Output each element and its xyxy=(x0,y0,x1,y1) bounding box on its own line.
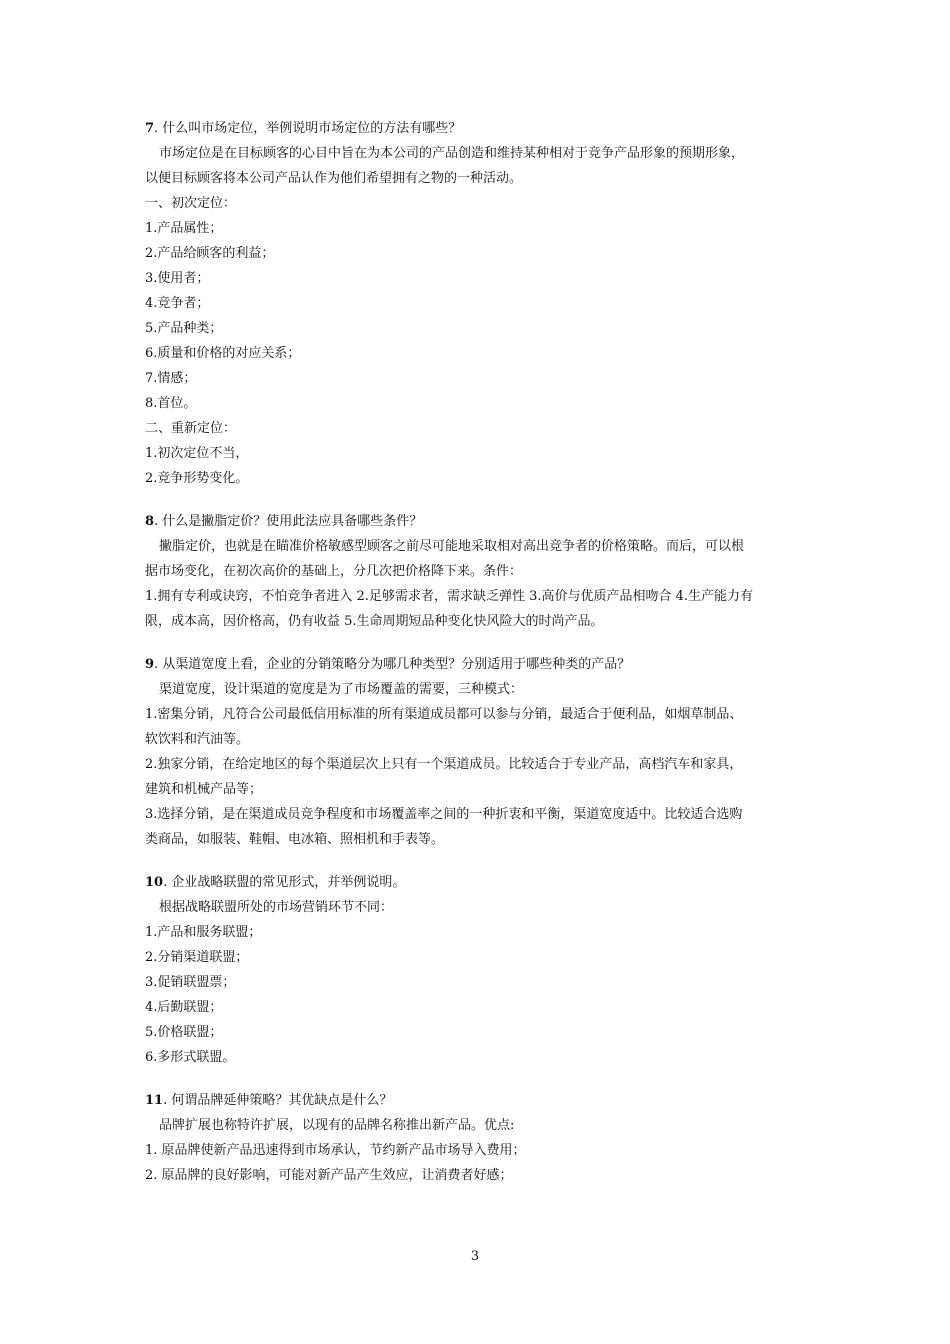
answer-paragraph: 限，成本高，因价格高，仍有收益 5.生命周期短品种变化快风险大的时尚产品。 xyxy=(145,614,604,629)
list-item: 7.情感； xyxy=(145,371,197,386)
answer-paragraph: 据市场变化，在初次高价的基础上，分几次把价格降下来。条件： xyxy=(145,564,523,579)
question-number: 9 xyxy=(145,657,155,672)
list-item: 1.初次定位不当， xyxy=(145,446,249,461)
list-item: 3.使用者； xyxy=(145,271,210,286)
spacer xyxy=(145,1070,813,1088)
answer-paragraph: 建筑和机械产品等； xyxy=(145,782,263,797)
spacer xyxy=(145,491,813,509)
spacer xyxy=(145,852,813,870)
list-item: 4.竞争者； xyxy=(145,296,210,311)
question-number: 7 xyxy=(145,121,155,136)
question-text: . 从渠道宽度上看，企业的分销策略分为哪几种类型？分别适用于哪些种类的产品？ xyxy=(154,657,631,672)
answer-paragraph: 2.独家分销，在给定地区的每个渠道层次上只有一个渠道成员。比较适合于专业产品，高档汽车和家具， xyxy=(145,757,743,772)
answer-paragraph: 撇脂定价，也就是在瞄准价格敏感型顾客之前尽可能地采取相对高出竞争者的价格策略。而后，可以根 xyxy=(159,539,745,554)
answer-paragraph: 软饮料和汽油等。 xyxy=(145,732,250,747)
list-item: 6.质量和价格的对应关系； xyxy=(145,346,301,361)
list-item: 4.后勤联盟； xyxy=(145,1000,223,1015)
question-number: 8 xyxy=(145,514,155,529)
list-item: 2.产品给顾客的利益； xyxy=(145,246,275,261)
answer-paragraph: 3.选择分销，是在渠道成员竞争程度和市场覆盖率之间的一种折衷和平衡，渠道宽度适中。比较适合选购 xyxy=(145,807,743,822)
question-7-title xyxy=(145,116,813,141)
question-9-title xyxy=(145,652,813,677)
list-item: 1. 原品牌使新产品迅速得到市场承认，节约新产品市场导入费用； xyxy=(145,1143,526,1158)
list-item: 5.价格联盟； xyxy=(145,1025,223,1040)
answer-paragraph: 以便目标顾客将本公司产品认作为他们希望拥有之物的一种活动。 xyxy=(145,171,523,186)
question-text: . 什么叫市场定位，举例说明市场定位的方法有哪些？ xyxy=(154,121,462,136)
list-item: 5.产品种类； xyxy=(145,321,223,336)
list-item: 1.产品属性； xyxy=(145,221,223,236)
question-10-title xyxy=(145,870,813,895)
list-item: 2. 原品牌的良好影响，可能对新产品产生效应，让消费者好感； xyxy=(145,1168,513,1183)
list-item: 6.多形式联盟。 xyxy=(145,1050,236,1065)
question-text: . 何谓品牌延伸策略？其优缺点是什么？ xyxy=(163,1093,393,1108)
document-body xyxy=(145,116,813,1188)
answer-paragraph: 市场定位是在目标顾客的心目中旨在为本公司的产品创造和维持某种相对于竞争产品形象的预期形象， xyxy=(159,146,745,161)
answer-paragraph: 1.密集分销，凡符合公司最低信用标准的所有渠道成员都可以参与分销，最适合于便利品，如烟草制品、 xyxy=(145,707,743,722)
list-item: 2.竞争形势变化。 xyxy=(145,471,249,486)
question-text: . 什么是撇脂定价？使用此法应具备哪些条件？ xyxy=(154,514,423,529)
answer-paragraph: 1.拥有专利或诀窍，不怕竞争者进入 2.足够需求者，需求缺乏弹性 3.高价与优质产品相吻合 4.生产能力有 xyxy=(145,589,754,604)
list-item: 3.促销联盟票； xyxy=(145,975,236,990)
question-number: 11 xyxy=(145,1093,164,1108)
question-11-title xyxy=(145,1088,813,1113)
answer-paragraph: 类商品，如服装、鞋帽、电冰箱、照相机和手表等。 xyxy=(145,832,445,847)
spacer xyxy=(145,634,813,652)
answer-intro: 根据战略联盟所处的市场营销环节不同： xyxy=(159,900,394,915)
section-heading: 一、初次定位： xyxy=(145,196,237,211)
page-number: 3 xyxy=(470,1249,480,1264)
answer-intro: 品牌扩展也称特许扩展，以现有的品牌名称推出新产品。优点: xyxy=(159,1118,515,1133)
section-heading: 二、重新定位： xyxy=(145,421,237,436)
question-number: 10 xyxy=(145,875,164,890)
question-text: . 企业战略联盟的常见形式，并举例说明。 xyxy=(163,875,406,890)
question-8-title xyxy=(145,509,813,534)
list-item: 2.分销渠道联盟； xyxy=(145,950,249,965)
list-item: 8.首位。 xyxy=(145,396,197,411)
answer-intro: 渠道宽度，设计渠道的宽度是为了市场覆盖的需要，三种模式： xyxy=(159,682,524,697)
list-item: 1.产品和服务联盟； xyxy=(145,925,262,940)
